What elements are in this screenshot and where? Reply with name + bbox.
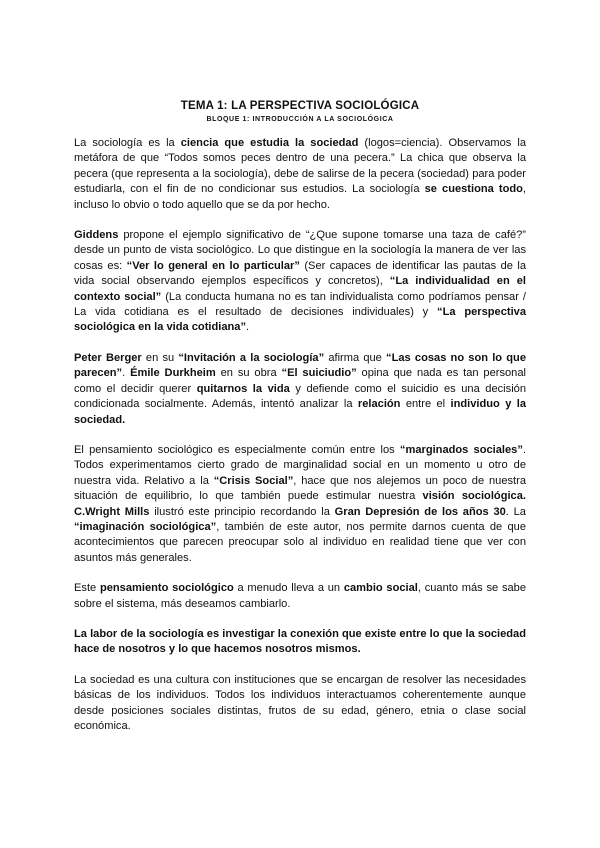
bold-text: “marginados sociales”: [399, 443, 523, 456]
bold-text: cambio social: [343, 582, 418, 595]
bold-text: “La perspectiva sociológica en la vida cotidiana”: [74, 306, 526, 334]
text-run: .: [246, 321, 250, 334]
paragraph: [74, 351, 526, 428]
paragraph: [74, 443, 526, 566]
bold-text: Émile Durkheim: [130, 367, 216, 380]
text-run: , incluso lo obvio o todo aquello que se da por hecho.: [74, 183, 526, 211]
bold-text: Peter Berger: [74, 351, 142, 364]
text-run: . Todos experimentamos cierto grado de marginalidad social en un momento u otro de nuestra vida. Relativo a la: [74, 443, 526, 487]
text-run: La sociedad es una cultura con instituciones que se encargan de resolver las necesidades básicas de los individuos. Todos los individuos interactuamos coherentemente aunque desde posiciones sociales distintas, frutos de su edad, género, etnia o clase social económica.: [74, 673, 526, 732]
paragraph: [74, 581, 526, 612]
bold-text: ciencia que estudia la sociedad: [180, 137, 359, 149]
text-run: en su: [141, 351, 179, 364]
bold-text: Giddens: [74, 229, 119, 242]
bold-text: “El suiciudio”: [281, 367, 357, 380]
bold-text: quitarnos la vida: [196, 382, 290, 395]
text-run: opina que nada es tan personal como el decidir querer: [74, 367, 526, 395]
bold-text: “imaginación sociológica”: [74, 520, 217, 533]
text-run: en su obra: [215, 367, 282, 380]
text-run: . La: [505, 505, 526, 518]
bold-text: “Invitación a la sociología”: [178, 351, 325, 364]
text-run: , hace que nos alejemos un poco de nuestra situación de equilibrio, lo que también puede estimular nuestra: [74, 474, 526, 503]
bold-text: Gran Depresión de los años 30: [334, 505, 506, 518]
text-run: y defiende como el suicidio es una decisión condicionada socialmente. Además, intentó analizar la: [74, 382, 527, 411]
bold-text: se cuestiona todo: [424, 183, 523, 196]
text-run: (La conducta humana no es tan individualista como podríamos pensar / La vida cotidiana es el resultado de decisiones individuales) y: [74, 290, 526, 319]
bold-text: individuo y la sociedad.: [74, 398, 526, 426]
text-run: a menudo lleva a un: [233, 582, 344, 595]
bold-text: visión sociológica. C.Wright Mills: [74, 490, 526, 518]
bold-text: “Ver lo general en lo particular”: [126, 259, 300, 272]
text-run: .: [122, 367, 131, 380]
paragraph: [74, 136, 526, 213]
text-run: (logos=ciencia). Observamos la metáfora de que “Todos somos peces dentro de una pecera.” La chica que observa la pecera (que representa a la sociología), debe de salirse de la pecera (sociedad) para poder estudiarla, con el fin de no condicionar sus estudios. La sociología: [74, 137, 526, 196]
bold-text: pensamiento sociológico: [99, 582, 234, 595]
page-title: TEMA 1: LA PERSPECTIVA SOCIOLÓGICA: [180, 100, 420, 112]
paragraph: [74, 627, 526, 658]
paragraph: [74, 228, 526, 336]
bold-text: “Crisis Social”: [213, 474, 294, 487]
bold-text: “La individualidad en el contexto social”: [74, 275, 526, 303]
text-run: El pensamiento sociológico es especialmente común entre los: [74, 443, 400, 456]
document-body: [74, 136, 526, 749]
text-run: , también de este autor, nos permite darnos cuenta de que acontecimientos que parecen preocupar solo al individuo en realidad tiene que ver con asuntos más generales.: [74, 520, 526, 564]
page-subtitle: BLOQUE 1: INTRODUCCIÓN A LA SOCIOLÓGICA: [206, 116, 394, 123]
paragraph: [74, 673, 526, 735]
text-run: afirma que: [324, 351, 387, 364]
text-run: ilustró este principio recordando la: [149, 505, 335, 518]
bold-text: “Las cosas no son lo que parecen”: [74, 351, 527, 380]
text-run: La sociología es la: [74, 137, 181, 149]
text-run: propone el ejemplo significativo de “¿Que supone tomarse una taza de café?” desde un punto de vista sociológico. Lo que distingue en la sociología la manera de ver las cosas es:: [74, 229, 526, 272]
text-run: (Ser capaces de identificar las pautas de la vida social observando ejemplos específicos y concretos),: [74, 259, 526, 288]
bold-text: relación: [357, 398, 401, 411]
text-run: entre el: [400, 398, 451, 411]
text-run: , cuanto más se sabe sobre el sistema, más deseamos cambiarlo.: [74, 582, 526, 610]
text-run: Este: [74, 582, 100, 595]
bold-text: La labor de la sociología es investigar la conexión que existe entre lo que la sociedad hace de nosotros y lo que hacemos nosotros mismos.: [74, 627, 526, 656]
